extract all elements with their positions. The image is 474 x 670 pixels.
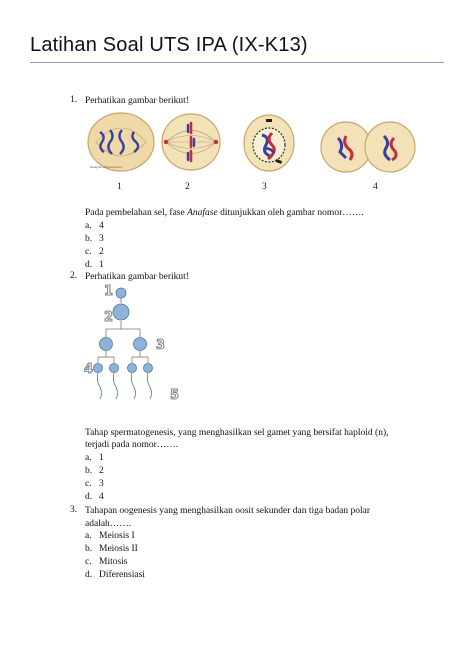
question-number: 2. <box>70 271 78 281</box>
option-letter: d. <box>85 492 93 502</box>
option-value[interactable]: 2 <box>99 247 104 257</box>
diagram-label-4: 4 <box>84 362 94 377</box>
question-stem-line-1: Tahap spermatogenesis, yang menghasilkan sel gamet yang bersifat haploid (n), <box>85 428 389 438</box>
option-letter: c. <box>85 479 92 489</box>
spermatogenesis-diagram <box>84 281 194 411</box>
option-letter: b. <box>85 544 93 554</box>
option-letter: a. <box>85 221 92 231</box>
option-value[interactable]: 1 <box>99 260 104 270</box>
option-value[interactable]: Meiosis I <box>99 531 135 541</box>
option-letter: b. <box>85 234 93 244</box>
option-letter: c. <box>85 557 92 567</box>
figure-tiny-label: Daughter chromosomes <box>90 165 123 169</box>
title-divider <box>30 62 444 63</box>
option-letter: a. <box>85 531 92 541</box>
option-letter: b. <box>85 466 93 476</box>
diagram-label-5: 5 <box>170 388 180 403</box>
option-letter: d. <box>85 570 93 580</box>
question-stem <box>85 207 364 219</box>
option-value[interactable]: 4 <box>99 221 104 231</box>
option-letter: a. <box>85 453 92 463</box>
figure-label-4: 4 <box>373 182 378 192</box>
figure-label-1: 1 <box>117 182 122 192</box>
option-value[interactable]: Diferensiasi <box>99 570 145 580</box>
option-value[interactable]: 1 <box>99 453 104 463</box>
cell-division-figure-2 <box>160 111 222 173</box>
cell-division-figure-1 <box>86 110 156 174</box>
question-prompt: Perhatikan gambar berikut! <box>85 272 189 282</box>
option-letter: d. <box>85 260 93 270</box>
option-value[interactable]: 4 <box>99 492 104 502</box>
cell-division-figure-4 <box>320 120 416 174</box>
option-value[interactable]: 2 <box>99 466 104 476</box>
stem-text: ditunjukkan oleh gambar nomor……. <box>217 208 364 218</box>
figure-label-2: 2 <box>185 182 190 192</box>
stem-text: Pada pembelahan sel, fase <box>85 208 188 218</box>
diagram-label-2: 2 <box>104 310 114 325</box>
option-letter: c. <box>85 247 92 257</box>
stem-italic-term: Anafase <box>187 208 218 218</box>
diagram-label-3: 3 <box>156 338 166 353</box>
option-value[interactable]: Mitosis <box>99 557 128 567</box>
question-stem-line-1: Tahapan oogenesis yang menghasilkan oosit sekunder dan tiga badan polar <box>85 506 371 516</box>
option-value[interactable]: 3 <box>99 234 104 244</box>
question-prompt: Perhatikan gambar berikut! <box>85 96 189 106</box>
question-stem-line-2: adalah……. <box>85 519 132 529</box>
question-stem-line-2: terjadi pada nomor……. <box>85 440 179 450</box>
document-title: Latihan Soal UTS IPA (IX-K13) <box>30 34 308 56</box>
question-number: 3. <box>70 505 78 515</box>
diagram-label-1: 1 <box>104 284 114 299</box>
option-value[interactable]: Meiosis II <box>99 544 138 554</box>
option-value[interactable]: 3 <box>99 479 104 489</box>
cell-division-figure-3 <box>242 113 296 173</box>
figure-label-3: 3 <box>262 182 267 192</box>
question-number: 1. <box>70 95 78 105</box>
